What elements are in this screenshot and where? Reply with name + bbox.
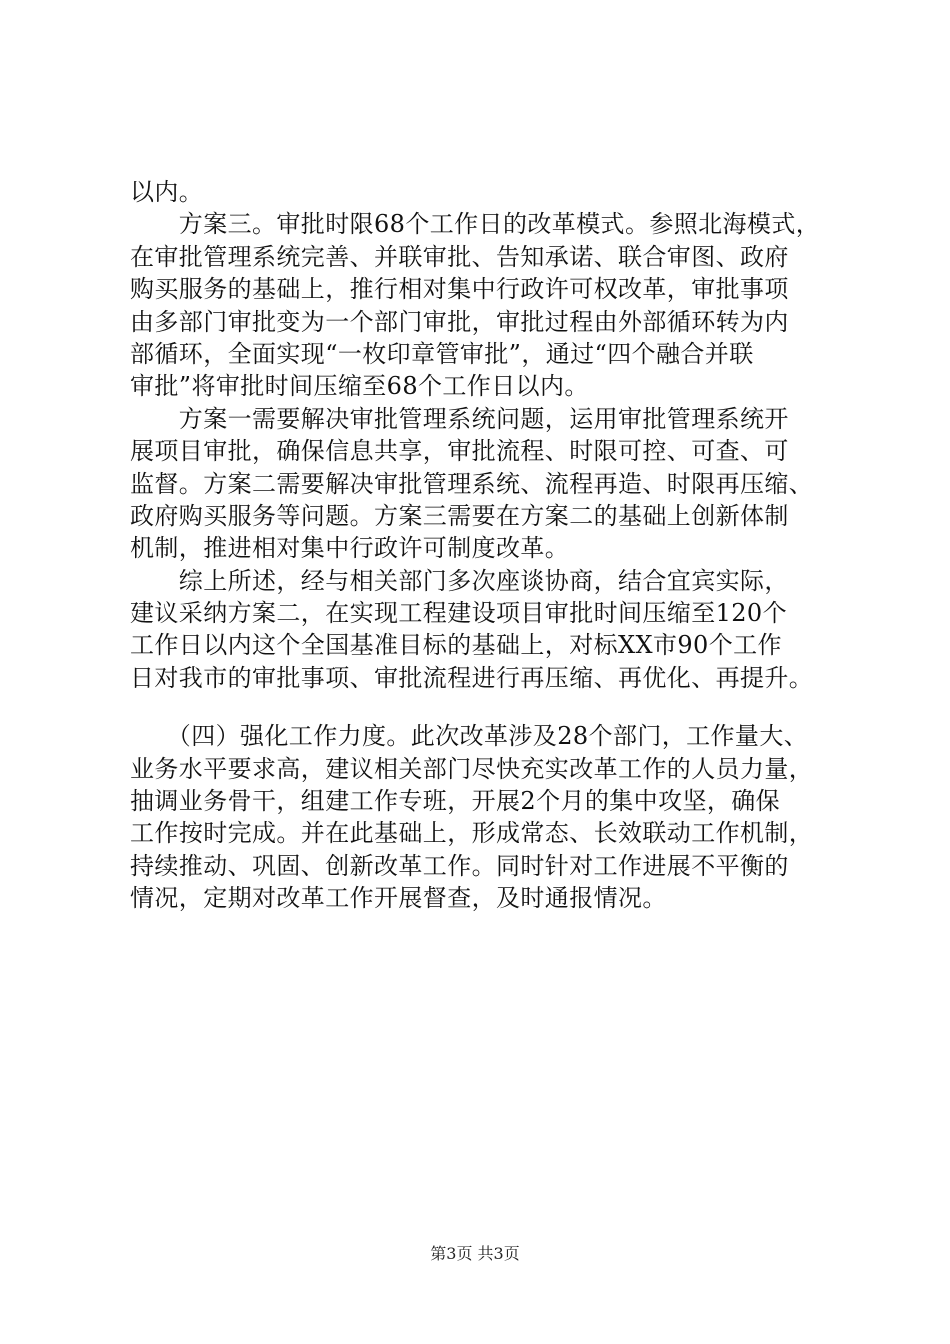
paragraph-option-three (130, 208, 830, 402)
paragraph-spacer (130, 694, 830, 720)
paragraph-continuation (130, 176, 830, 208)
paragraph-option-comparison (130, 403, 830, 565)
text-line: 展项目审批，确保信息共享，审批流程、时限可控、可查、可 (130, 437, 789, 466)
text-line: 监督。方案二需要解决审批管理系统、流程再造、时限再压缩、 (130, 469, 814, 498)
text-line: 业务水平要求高，建议相关部门尽快充实改革工作的人员力量， (130, 754, 814, 783)
text-line: 在审批管理系统完善、并联审批、告知承诺、联合审图、政府 (130, 242, 789, 271)
paragraph-section-four (130, 720, 830, 914)
text-line: 建议采纳方案二，在实现工程建设项目审批时间压缩至120个 (130, 599, 788, 628)
paragraph-recommendation (130, 565, 830, 695)
text-line: 部循环，全面实现“一枚印章管审批”，通过“四个融合并联 (130, 339, 754, 368)
text-line: 情况，定期对改革工作开展督查，及时通报情况。 (130, 884, 667, 913)
document-body (130, 176, 830, 915)
page-number-label: 第3页 共3页 (430, 1244, 520, 1263)
page-footer (0, 1244, 950, 1264)
text-line: 政府购买服务等问题。方案三需要在方案二的基础上创新体制 (130, 501, 789, 530)
text-line: 综上所述，经与相关部门多次座谈协商，结合宜宾实际， (130, 566, 789, 595)
text-line: （四）强化工作力度。此次改革涉及28个部门，工作量大、 (130, 722, 809, 751)
text-line: 抽调业务骨干，组建工作专班，开展2个月的集中攻坚，确保 (130, 787, 781, 816)
text-line: 持续推动、巩固、创新改革工作。同时针对工作进展不平衡的 (130, 851, 789, 880)
text-line: 工作按时完成。并在此基础上，形成常态、长效联动工作机制， (130, 819, 814, 848)
text-line: 由多部门审批变为一个部门审批，审批过程由外部循环转为内 (130, 307, 789, 336)
text-line: 日对我市的审批事项、审批流程进行再压缩、再优化、再提升。 (130, 663, 814, 692)
text-line: 工作日以内这个全国基准目标的基础上，对标XX市90个工作 (130, 631, 782, 660)
text-line: 审批”将审批时间压缩至68个工作日以内。 (130, 372, 589, 401)
text-line: 购买服务的基础上，推行相对集中行政许可权改革，审批事项 (130, 275, 789, 304)
text-line: 机制，推进相对集中行政许可制度改革。 (130, 534, 570, 563)
text-line: 方案三。审批时限68个工作日的改革模式。参照北海模式， (130, 210, 821, 239)
text-line: 方案一需要解决审批管理系统问题，运用审批管理系统开 (130, 404, 789, 433)
text-line: 以内。 (130, 178, 204, 206)
